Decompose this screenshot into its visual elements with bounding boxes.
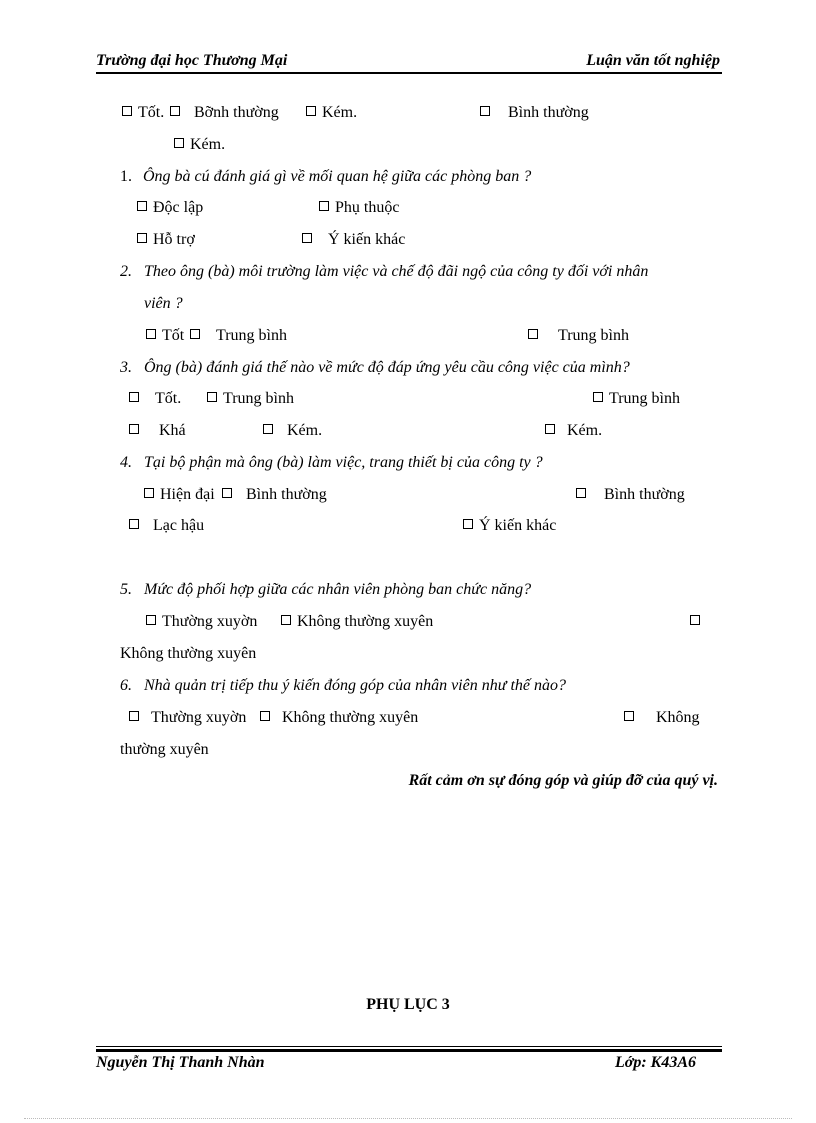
q6-option-often[interactable]: Thường xuyờn xyxy=(129,709,246,727)
q1-option-independent[interactable]: Độc lập xyxy=(137,199,203,217)
checkbox-icon xyxy=(260,711,270,721)
checkbox-icon xyxy=(129,711,139,721)
checkbox-icon xyxy=(207,392,217,402)
checkbox-icon xyxy=(122,106,132,116)
q6-option-not-often[interactable]: Không thường xuyên xyxy=(260,709,418,727)
q3-option-fair[interactable]: Khá xyxy=(129,422,186,440)
q3-option-poor-2[interactable]: Kém. xyxy=(545,422,602,440)
q1-text: Ông bà cú đánh giá gì về mối quan hệ giữa các phòng ban ? xyxy=(143,168,532,185)
q5-option-often[interactable]: Thường xuyờn xyxy=(146,613,257,631)
checkbox-icon xyxy=(137,233,147,243)
checkbox-icon xyxy=(222,488,232,498)
footer-author: Nguyễn Thị Thanh Nhàn xyxy=(96,1054,265,1071)
header-thesis: Luận văn tốt nghiệp xyxy=(586,52,720,69)
footer-class: Lớp: K43A6 xyxy=(614,1054,696,1071)
q4-option-outdated[interactable]: Lạc hậu xyxy=(129,517,204,535)
q1-option-support[interactable]: Hỗ trợ xyxy=(137,231,195,249)
checkbox-icon xyxy=(129,392,139,402)
checkbox-icon xyxy=(170,106,180,116)
q5-number: 5. xyxy=(120,581,132,598)
q4-number: 4. xyxy=(120,454,132,471)
q3-option-good[interactable]: Tốt. xyxy=(129,390,181,408)
checkbox-icon xyxy=(174,138,184,148)
checkbox-icon xyxy=(129,424,139,434)
q3-number: 3. xyxy=(120,359,132,376)
footer-rule-thick xyxy=(96,1049,722,1052)
checkbox-icon xyxy=(593,392,603,402)
option-good[interactable]: Tốt. xyxy=(122,104,164,122)
q5-option-not-often[interactable]: Không thường xuyên xyxy=(281,613,433,631)
q6-text: Nhà quản trị tiếp thu ý kiến đóng góp của nhân viên như thế nào? xyxy=(144,677,566,694)
checkbox-icon xyxy=(528,329,538,339)
checkbox-icon xyxy=(306,106,316,116)
checkbox-icon xyxy=(302,233,312,243)
appendix-title: PHỤ LỤC 3 xyxy=(366,996,450,1013)
q3-text: Ông (bà) đánh giá thế nào về mức độ đáp ứng yêu cầu công việc của mình? xyxy=(144,359,630,376)
option-normal[interactable]: Bỡnh thường xyxy=(170,104,279,122)
checkbox-icon xyxy=(137,201,147,211)
option-poor[interactable]: Kém. xyxy=(306,104,357,122)
checkbox-icon xyxy=(576,488,586,498)
header-school: Trường đại học Thương Mại xyxy=(96,52,288,69)
checkbox-icon xyxy=(190,329,200,339)
q5-option-not-often-2-label: Không thường xuyên xyxy=(120,645,257,662)
q1-option-other[interactable]: Ý kiến khác xyxy=(302,231,405,249)
checkbox-icon xyxy=(146,329,156,339)
q6-option-not-often-2[interactable]: Không xyxy=(624,709,700,727)
option-normal-2[interactable]: Bình thường xyxy=(480,104,589,122)
checkbox-icon xyxy=(690,615,700,625)
q2-option-average-2[interactable]: Trung bình xyxy=(528,327,629,345)
q5-option-not-often-2[interactable] xyxy=(690,613,706,631)
q1-number: 1. xyxy=(120,168,132,185)
closing-thanks: Rất cảm ơn sự đóng góp và giúp đỡ của quý vị. xyxy=(408,772,718,789)
checkbox-icon xyxy=(146,615,156,625)
q2-text-line1: Theo ông (bà) môi trường làm việc và chế độ đãi ngộ của công ty đối với nhân xyxy=(144,263,649,280)
q3-option-poor[interactable]: Kém. xyxy=(263,422,322,440)
q4-option-normal[interactable]: Bình thường xyxy=(222,486,327,504)
checkbox-icon xyxy=(281,615,291,625)
checkbox-icon xyxy=(144,488,154,498)
checkbox-icon xyxy=(463,519,473,529)
q5-text: Mức độ phối hợp giữa các nhân viên phòng ban chức năng? xyxy=(144,581,532,598)
checkbox-icon xyxy=(480,106,490,116)
footer-rule-thin xyxy=(96,1046,722,1047)
q6-option-not-often-2-label: thường xuyên xyxy=(120,741,209,758)
page-edge-dotted-line xyxy=(24,1118,792,1119)
option-poor-2[interactable]: Kém. xyxy=(174,136,225,154)
checkbox-icon xyxy=(129,519,139,529)
q2-number: 2. xyxy=(120,263,132,280)
q2-option-good[interactable]: Tốt xyxy=(146,327,184,345)
q3-option-average[interactable]: Trung bình xyxy=(207,390,294,408)
checkbox-icon xyxy=(319,201,329,211)
checkbox-icon xyxy=(545,424,555,434)
q4-option-normal-2[interactable]: Bình thường xyxy=(576,486,685,504)
q2-text-line2: viên ? xyxy=(144,295,183,312)
checkbox-icon xyxy=(263,424,273,434)
checkbox-icon xyxy=(624,711,634,721)
q4-text: Tại bộ phận mà ông (bà) làm việc, trang thiết bị của công ty ? xyxy=(144,454,543,471)
q2-option-average[interactable]: Trung bình xyxy=(190,327,287,345)
q4-option-other[interactable]: Ý kiến khác xyxy=(463,517,556,535)
q1-option-dependent[interactable]: Phụ thuộc xyxy=(319,199,399,217)
q6-number: 6. xyxy=(120,677,132,694)
header-rule xyxy=(96,72,722,74)
q3-option-average-2[interactable]: Trung bình xyxy=(593,390,680,408)
q4-option-modern[interactable]: Hiện đại xyxy=(144,486,215,504)
